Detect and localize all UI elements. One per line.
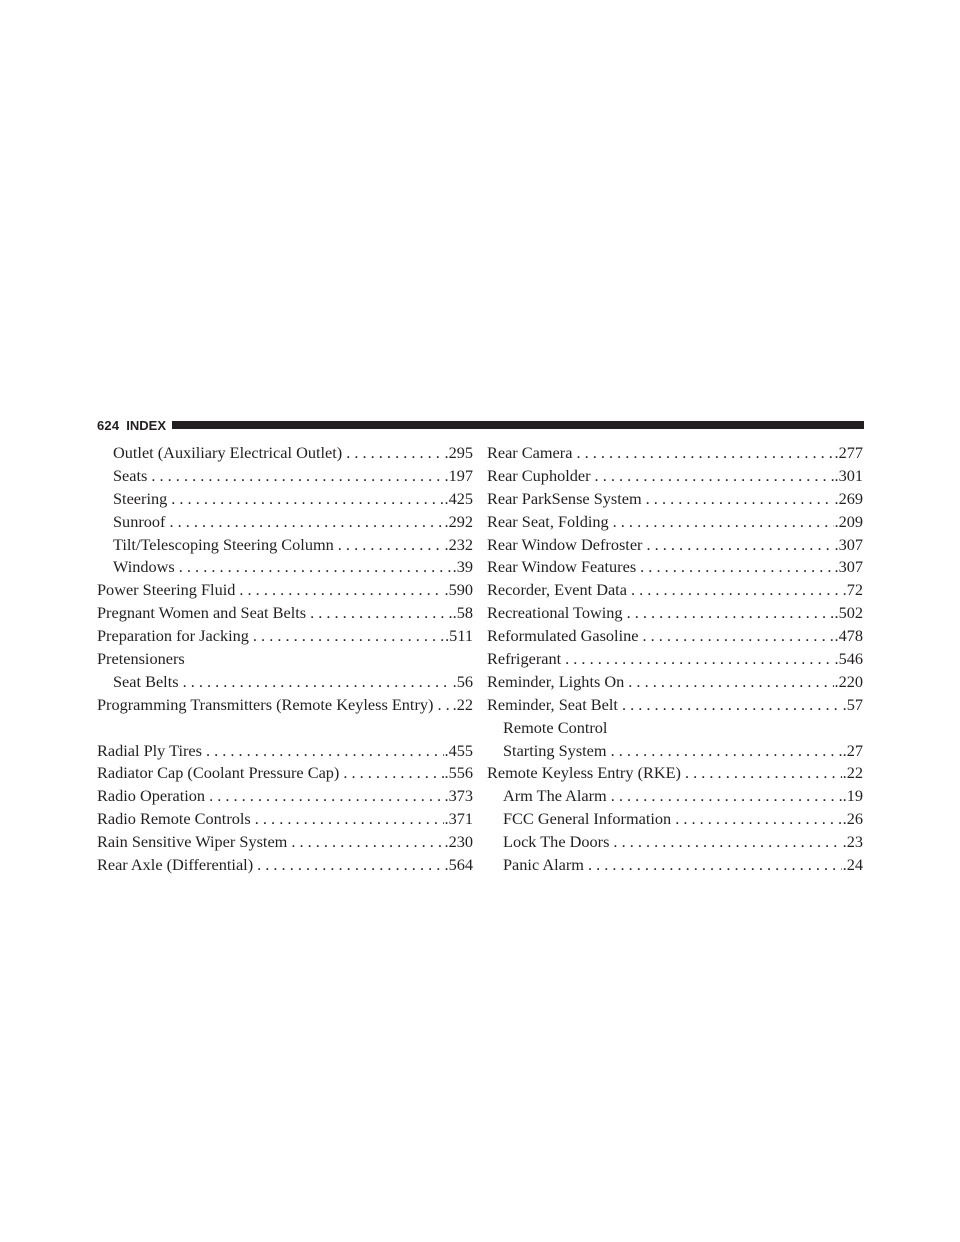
dot-leader (613, 511, 834, 534)
dot-leader (310, 602, 452, 625)
index-entry (97, 602, 473, 625)
dot-leader (169, 511, 443, 534)
index-entry-page: .26 (842, 809, 863, 829)
index-entry-page: .425 (444, 488, 473, 508)
index-entry (97, 465, 473, 488)
index-entry (97, 831, 473, 854)
index-entry (97, 671, 473, 694)
index-entry-page: .220 (834, 671, 863, 691)
index-entry-page: .301 (834, 465, 863, 485)
index-entry (487, 488, 863, 511)
dot-leader (253, 625, 444, 648)
dot-leader (627, 602, 834, 625)
index-entry-page: .307 (834, 557, 863, 577)
index-entry-page: .27 (842, 740, 863, 760)
index-entry (487, 717, 863, 740)
index-entry-label: Rear Camera (487, 443, 573, 462)
index-entry-label: Refrigerant (487, 649, 562, 669)
page-header (97, 417, 864, 433)
index-entry-label: Panic Alarm (503, 855, 584, 875)
dot-leader (675, 808, 841, 831)
index-entry-page: .556 (444, 763, 473, 783)
index-entry (487, 671, 863, 694)
index-entry-label: Radiator Cap (Coolant Pressure Cap) (97, 763, 340, 783)
dot-leader (646, 534, 833, 557)
index-column-right (487, 442, 863, 877)
index-entry-page: .590 (444, 580, 473, 600)
index-entry-page: .292 (444, 511, 473, 531)
index-column-left (97, 442, 473, 877)
index-entry-page: .455 (444, 740, 473, 760)
index-entry (487, 831, 863, 854)
index-entry-page: .72 (842, 580, 863, 600)
index-entry-page: .546 (834, 649, 863, 669)
index-entry-page: .22 (452, 694, 473, 714)
dot-leader (595, 465, 834, 488)
index-entry-label: Windows (113, 557, 175, 577)
dot-leader (291, 831, 443, 854)
index-entry-label: Programming Transmitters (Remote Keyless Entry) (97, 694, 434, 714)
index-entry (487, 534, 863, 557)
index-entry-page: .277 (834, 443, 863, 462)
index-entry-label: Power Steering Fluid (97, 580, 236, 600)
section-title: INDEX (126, 417, 167, 433)
dot-leader (640, 556, 833, 579)
index-entry-label: Radio Remote Controls (97, 809, 251, 829)
index-entry-label: Preparation for Jacking (97, 626, 249, 646)
index-entry-label: Rear Cupholder (487, 465, 591, 485)
index-entry (97, 625, 473, 648)
index-entry (97, 762, 473, 785)
dot-leader (151, 465, 443, 488)
index-entry-label: Seat Belts (113, 671, 179, 691)
index-entry-page: .269 (834, 488, 863, 508)
index-entry-label: Rain Sensitive Wiper System (97, 832, 288, 852)
index-entry-label: Seats (113, 465, 148, 485)
index-entry-label: Steering (113, 488, 168, 508)
dot-leader (257, 854, 443, 877)
index-entry-label: Remote Control (503, 717, 608, 737)
dot-leader (642, 625, 833, 648)
index-entry-label: Outlet (Auxiliary Electrical Outlet) (113, 443, 343, 462)
index-entry (487, 579, 863, 602)
index-entry-label: Reminder, Seat Belt (487, 694, 618, 714)
index-entry-page: .22 (842, 763, 863, 783)
dot-leader (631, 579, 842, 602)
index-entry (97, 534, 473, 557)
index-entry-label: Pretensioners (97, 649, 185, 669)
index-entry (97, 854, 473, 877)
index-entry (487, 785, 863, 808)
index-entry-page: .19 (842, 786, 863, 806)
index-entry-label: Recorder, Event Data (487, 580, 627, 600)
index-entry-label: Lock The Doors (503, 832, 610, 852)
dot-leader (343, 762, 443, 785)
index-entry (97, 442, 473, 465)
index-entry-label: Reformulated Gasoline (487, 626, 639, 646)
dot-leader (622, 694, 842, 717)
dot-leader (183, 671, 452, 694)
index-entry-page: .232 (444, 534, 473, 554)
header-rule (172, 421, 864, 429)
index-entry-label: Rear Window Features (487, 557, 637, 577)
index-entry-page: .371 (444, 809, 473, 829)
dot-leader (239, 579, 443, 602)
index-entry (487, 740, 863, 763)
index-entry-label: Starting System (503, 740, 607, 760)
index-entry-label: Radial Ply Tires (97, 740, 202, 760)
index-entry (97, 556, 473, 579)
dot-leader (588, 854, 842, 877)
index-entry (97, 785, 473, 808)
page-number: 624 (97, 417, 120, 433)
index-entry-label: Rear Axle (Differential) (97, 855, 254, 875)
index-entry (97, 579, 473, 602)
dot-leader (628, 671, 833, 694)
index-entry-label: Radio Operation (97, 786, 206, 806)
index-entry (487, 511, 863, 534)
index-entry (487, 602, 863, 625)
index-entry (487, 762, 863, 785)
index-entry-label: Reminder, Lights On (487, 671, 625, 691)
index-entry (97, 488, 473, 511)
index-entry-label: Pregnant Women and Seat Belts (97, 603, 307, 623)
index-entry-page: .373 (444, 786, 473, 806)
index-entry-page: .56 (452, 671, 473, 691)
index-entry-page: .209 (834, 511, 863, 531)
index-entry-page: .24 (842, 855, 863, 875)
dot-leader (179, 556, 452, 579)
dot-leader (611, 740, 842, 763)
index-entry-label: Sunroof (113, 511, 166, 531)
index-entry-page: .39 (452, 557, 473, 577)
index-entry-page: .307 (834, 534, 863, 554)
index-entry (487, 625, 863, 648)
index-entry-page: .295 (444, 443, 473, 462)
index-entry (97, 511, 473, 534)
dot-leader (338, 534, 444, 557)
dot-leader (346, 442, 443, 465)
index-entry (487, 694, 863, 717)
index-entry (487, 465, 863, 488)
dot-leader (209, 785, 443, 808)
index-entry-page: .197 (444, 465, 473, 485)
index-entry-page: .58 (452, 603, 473, 623)
dot-leader (565, 648, 833, 671)
index-entry (97, 740, 473, 763)
index-entry (487, 854, 863, 877)
dot-leader (646, 488, 834, 511)
dot-leader (255, 808, 444, 831)
index-entry (487, 808, 863, 831)
dot-leader (611, 785, 842, 808)
index-entry-page: .23 (842, 832, 863, 852)
index-entry-label: Rear ParkSense System (487, 488, 642, 508)
index-entry-page: .230 (444, 832, 473, 852)
dot-leader (613, 831, 841, 854)
index-entry-page: .57 (842, 694, 863, 714)
index-entry-label: Rear Window Defroster (487, 534, 643, 554)
index-entry-label: Remote Keyless Entry (RKE) (487, 763, 681, 783)
index-entry-page: .478 (834, 626, 863, 646)
index-entry-page: .564 (444, 855, 473, 875)
index-entry-label: Arm The Alarm (503, 786, 607, 806)
index-entry-label: Tilt/Telescoping Steering Column (113, 534, 334, 554)
index-entry (97, 648, 473, 671)
index-entry-label: FCC General Information (503, 809, 672, 829)
index-entry-label: Recreational Towing (487, 603, 623, 623)
dot-leader (685, 762, 842, 785)
index-entry-page: .511 (445, 626, 473, 646)
index-entry (487, 648, 863, 671)
dot-leader (576, 442, 833, 465)
index-entry (487, 442, 863, 465)
index-entry (97, 808, 473, 831)
index-entry (97, 694, 473, 717)
index-entry-page: .502 (834, 603, 863, 623)
dot-leader (171, 488, 443, 511)
index-entry-label: Rear Seat, Folding (487, 511, 609, 531)
index-entry (487, 556, 863, 579)
dot-leader (437, 694, 451, 717)
dot-leader (206, 740, 444, 763)
